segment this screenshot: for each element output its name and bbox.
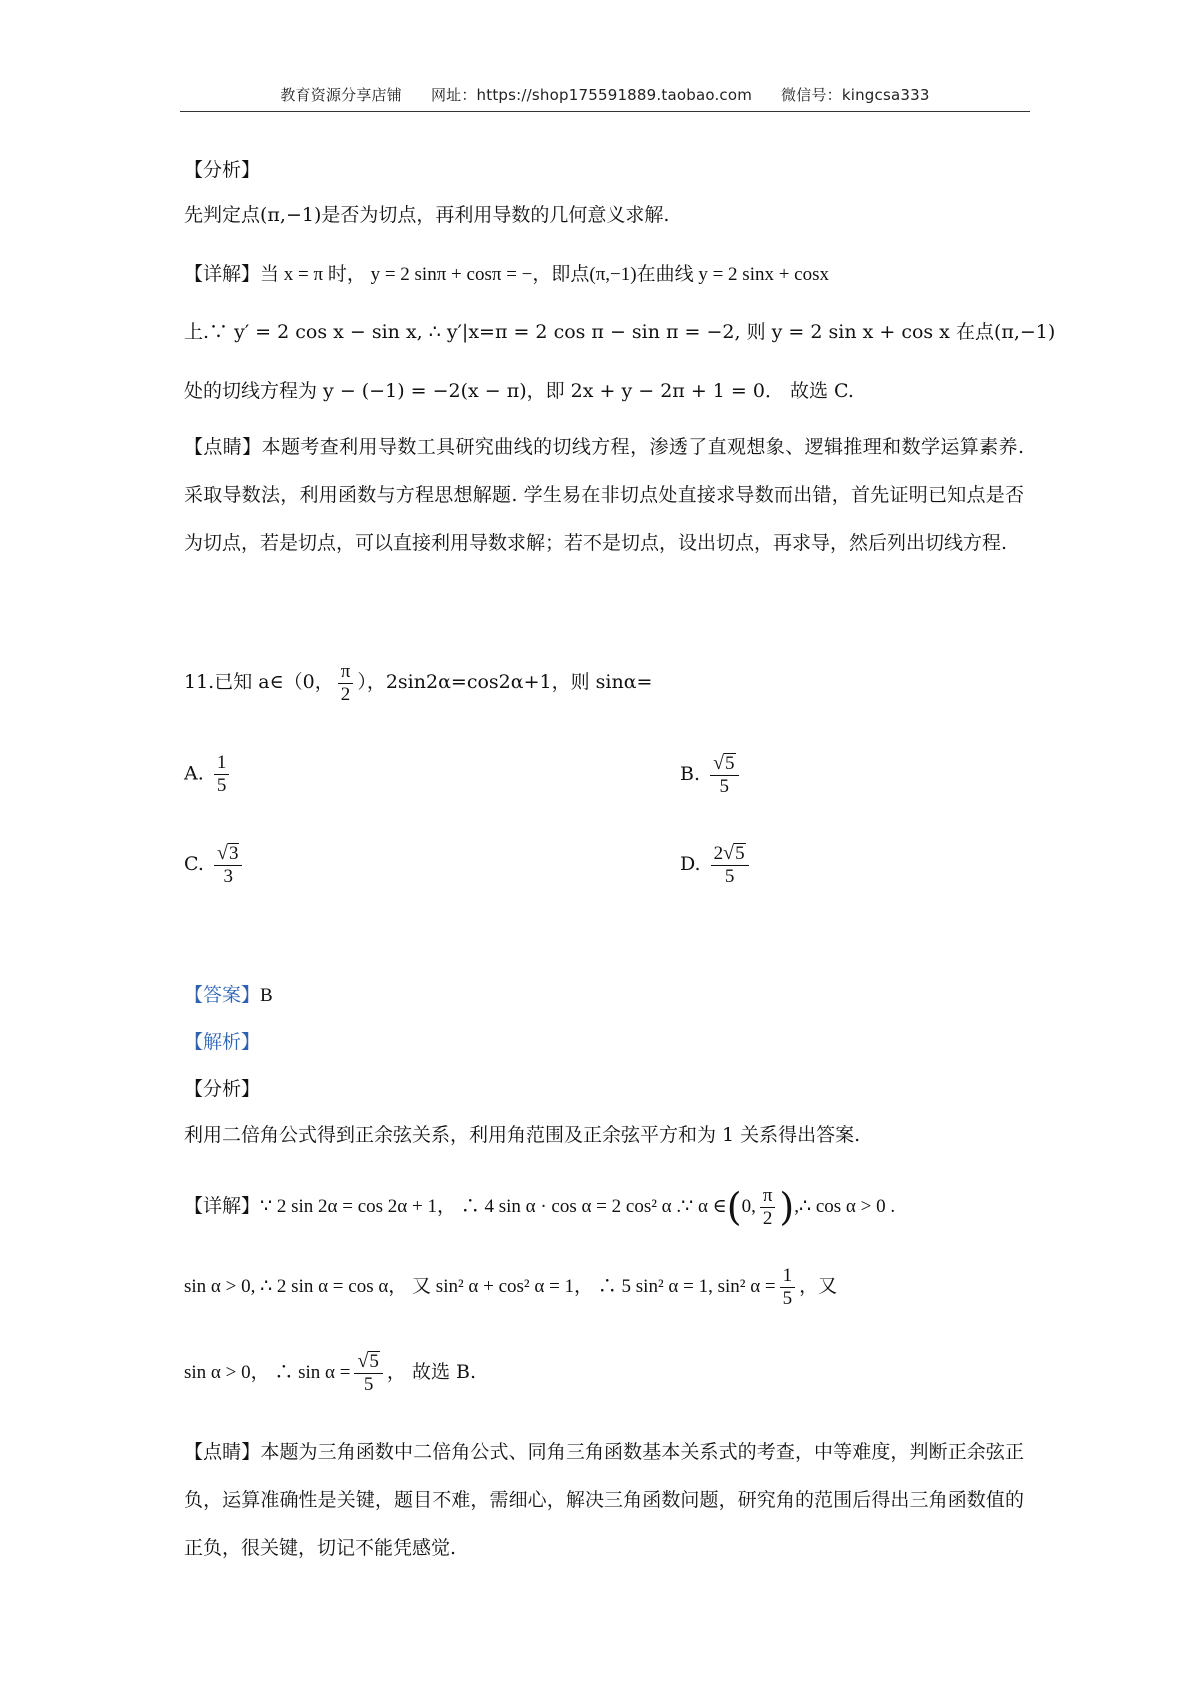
option-c-root: 3 bbox=[228, 843, 239, 864]
open-paren: ( bbox=[726, 1185, 742, 1229]
page-header bbox=[180, 84, 1030, 105]
q11-detail-line3 bbox=[184, 1348, 1024, 1397]
solution-tag: 【解析】 bbox=[184, 1031, 261, 1053]
answer-tag: 【答案】 bbox=[184, 984, 261, 1006]
q11-detail-frac-den: 2 bbox=[762, 1207, 773, 1229]
option-a-den: 5 bbox=[216, 775, 227, 796]
zero-comma: 0, bbox=[741, 1196, 756, 1217]
q11-answer bbox=[184, 983, 1024, 1008]
close-paren: ) bbox=[779, 1185, 795, 1229]
header-rule bbox=[180, 111, 1030, 112]
option-a-label: A. bbox=[184, 762, 204, 785]
q11-detail2-frac-den: 5 bbox=[782, 1287, 793, 1309]
option-d-label: D. bbox=[680, 853, 701, 875]
q10-detail-line3: 处的切线方程为 y − (−1) = −2(x − π)，即 2x + y − 2π + 1 = 0． 故选 C. bbox=[184, 380, 854, 402]
q11-comment bbox=[184, 1428, 1024, 1572]
q11-detail-tag: 【详解】 bbox=[184, 1195, 261, 1217]
q11-detail-line3-frac: √ 5 5 bbox=[354, 1350, 382, 1396]
option-c-label: C. bbox=[184, 853, 204, 875]
q11-stem-frac-den: 2 bbox=[340, 683, 351, 705]
q10-analysis-title: 【分析】 bbox=[184, 159, 261, 181]
q11-detail-line1-b: ,∴ cos α > 0 . bbox=[794, 1196, 896, 1217]
q11-detail-line2-a: sin α > 0, ∴ 2 sin α = cos α， 又 sin² α + cos² α = 1， ∴ 5 sin² α = 1, sin² α = bbox=[184, 1276, 776, 1297]
option-c bbox=[184, 842, 246, 888]
q10-detail-line2: 上.∵ y′ = 2 cos x − sin x, ∴ y′|x=π = 2 cos π − sin π = −2, 则 y = 2 sin x + cos x 在点(π,−1) bbox=[184, 321, 1056, 343]
q10-detail-text1: 当 x = π 时， y = 2 sinπ + cosπ = −，即点(π,−1)在曲线 y = 2 sinx + cosx bbox=[260, 264, 830, 285]
option-b-den: 5 bbox=[719, 776, 730, 797]
q11-analysis-text: 利用二倍角公式得到正余弦关系，利用角范围及正余弦平方和为 1 关系得出答案. bbox=[184, 1124, 861, 1146]
option-c-den: 3 bbox=[223, 866, 233, 887]
option-d-value: 2 √ 5 5 bbox=[711, 842, 749, 888]
q11-detail-line2-frac bbox=[780, 1265, 796, 1310]
option-a-value bbox=[214, 752, 230, 797]
q11-stem-prefix: 11.已知 a∈（0， bbox=[184, 671, 334, 693]
q11-detail-line2-b: ，又 bbox=[799, 1275, 838, 1297]
option-b bbox=[680, 752, 743, 798]
q11-detail3-den: 5 bbox=[363, 1374, 374, 1395]
option-d-coef: 2 bbox=[713, 843, 724, 864]
q11-detail-line1 bbox=[184, 1182, 1024, 1231]
q11-detail-line1-frac bbox=[760, 1185, 776, 1230]
q11-detail-line3-a: sin α > 0， ∴ sin α = bbox=[184, 1362, 351, 1383]
option-b-label: B. bbox=[680, 763, 701, 785]
q11-detail-line2 bbox=[184, 1262, 1024, 1311]
q11-stem-frac-num: π bbox=[338, 661, 354, 684]
option-b-value: √ 5 5 bbox=[710, 752, 738, 798]
q11-detail-frac-num: π bbox=[760, 1185, 776, 1208]
option-b-root: 5 bbox=[725, 753, 735, 774]
q10-detail-line1 bbox=[184, 262, 1024, 287]
q11-detail2-frac-num: 1 bbox=[780, 1265, 796, 1288]
q11-detail-line1-a: ∵ 2 sin 2α = cos 2α + 1， ∴ 4 sin α · cos α = 2 cos² α .∵ α ∈ bbox=[260, 1196, 727, 1217]
q11-detail3-root: 5 bbox=[369, 1351, 379, 1372]
option-a bbox=[184, 752, 233, 797]
q11-analysis-title: 【分析】 bbox=[184, 1078, 261, 1100]
q11-stem-frac bbox=[338, 661, 354, 706]
q10-comment-tag: 【点睛】 bbox=[184, 436, 262, 458]
q11-detail-line3-b: ， 故选 B. bbox=[386, 1361, 477, 1383]
answer-value: B bbox=[260, 985, 273, 1006]
header-shop: 教育资源分享店铺 bbox=[280, 86, 402, 104]
option-d bbox=[680, 842, 753, 888]
q10-analysis-text: 先判定点(π,−1)是否为切点，再利用导数的几何意义求解. bbox=[184, 204, 670, 226]
option-d-root: 5 bbox=[735, 843, 745, 864]
header-wechat: 微信号：kingcsa333 bbox=[781, 86, 930, 104]
q10-detail-tag: 【详解】 bbox=[184, 263, 261, 285]
q11-stem-suffix: ），2sin2α=cos2α+1，则 sinα= bbox=[357, 671, 653, 693]
q11-comment-text: 本题为三角函数中二倍角公式、同角三角函数基本关系式的考查，中等难度，判断正余弦正负，运算准确性是关键，题目不难，需细心，解决三角函数问题，研究角的范围后得出三角函数值的正负，很关键，切记不能凭感觉. bbox=[184, 1441, 1024, 1559]
q10-comment-text: 本题考查利用导数工具研究曲线的切线方程，渗透了直观想象、逻辑推理和数学运算素养. 采取导数法，利用函数与方程思想解题. 学生易在非切点处直接求导数而出错，首先证明已知点是否为切点，若是切点，可以直接利用导数求解；若不是切点，设出切点，再求导，然后列出切线方程. bbox=[184, 436, 1024, 554]
header-site: 网址：https://shop175591889.taobao.com bbox=[430, 86, 753, 104]
q11-stem bbox=[184, 658, 1024, 706]
option-d-den: 5 bbox=[724, 866, 735, 887]
option-a-num: 1 bbox=[214, 752, 230, 775]
q10-comment bbox=[184, 423, 1024, 567]
option-c-value: √ 3 3 bbox=[214, 842, 242, 888]
q11-comment-tag: 【点睛】 bbox=[184, 1441, 261, 1463]
